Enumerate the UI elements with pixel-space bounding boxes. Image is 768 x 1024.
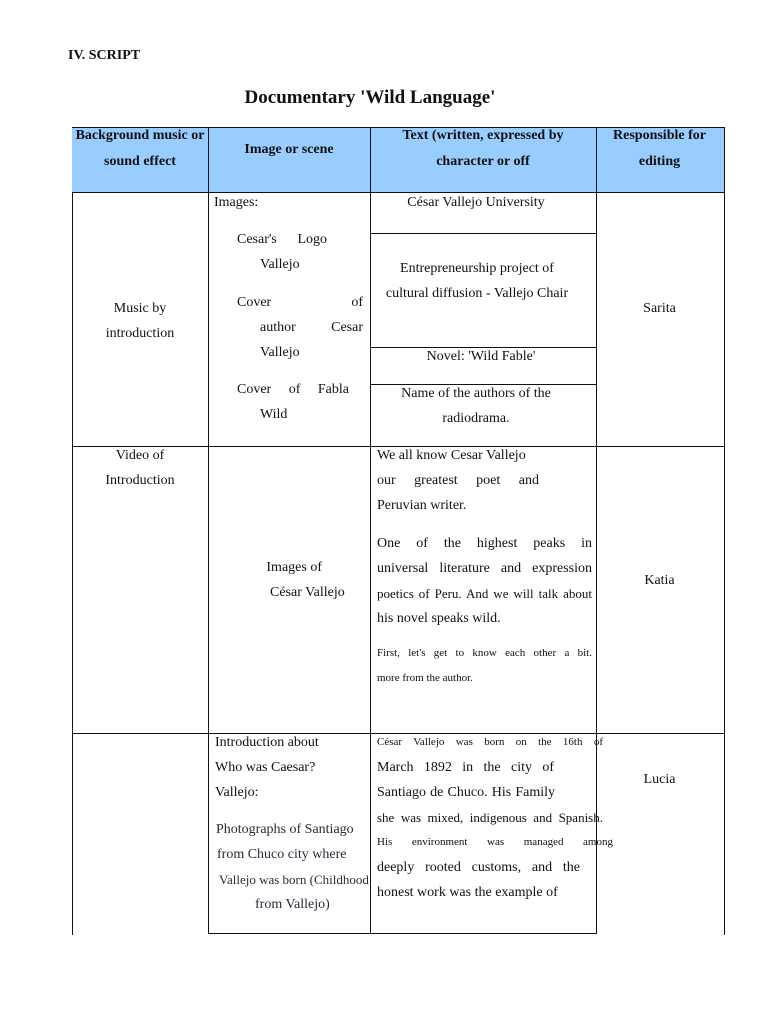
row1-text-university: César Vallejo University — [407, 195, 545, 210]
document-title: Documentary 'Wild Language' — [244, 87, 496, 108]
header-text: Text (written, expressed by character or off — [402, 128, 564, 169]
row2-image:   Images of César Vallejo — [252, 560, 345, 600]
row1-music: Music by introduction — [105, 301, 175, 341]
row1-text-project: Entrepreneurship project of cultural diffusion - Vallejo Chair — [385, 261, 569, 301]
row1-responsible: Sarita — [643, 301, 676, 316]
header-background-music: Background music or sound effect — [75, 128, 205, 169]
row1-image-logo: Cesar's Logo Vallejo — [237, 232, 327, 272]
row3-responsible: Lucia — [643, 772, 676, 787]
header-responsible: Responsible for editing — [613, 128, 706, 169]
row2-text-p1: We all know Cesar Vallejo our greatest poet and Peruvian writer. — [377, 448, 539, 513]
row2-text-p2: One of the highest peaks in universal literature and expression poetics of Peru. And we will talk about his novel speaks wild. — [377, 536, 592, 626]
row2-text-p3: First, let's get to know each other a bit. more from the author. — [377, 647, 592, 684]
header-image-scene: Image or scene — [244, 142, 334, 157]
row1-text-novel: Novel: 'Wild Fable' — [426, 349, 536, 364]
row1-image-cover-fabla: Cover of Fabla Wild — [237, 382, 349, 422]
row3-intro: Introduction about Who was Caesar? Vallejo: — [215, 735, 319, 800]
row3-text: César Vallejo was born on the 16th of March 1892 in the city of Santiago de Chuco. His Family she was mixed, indigenous and Spanish. His environment was managed among deeply rooted customs, and the honest work was the example of — [377, 736, 613, 900]
row3-photos: Photographs of Santiago from Chuco city where Vallejo was born (Childhood from Vallejo) — [216, 822, 369, 912]
row2-music: Video of Introduction — [105, 448, 175, 488]
row1-image-cover-author: Cover of author Cesar Vallejo — [237, 295, 363, 360]
section-heading: IV. SCRIPT — [68, 48, 141, 63]
row1-images-label: Images: — [214, 195, 259, 210]
row2-responsible: Katia — [644, 573, 675, 588]
row1-text-authors: Name of the authors of the radiodrama. — [401, 386, 551, 426]
